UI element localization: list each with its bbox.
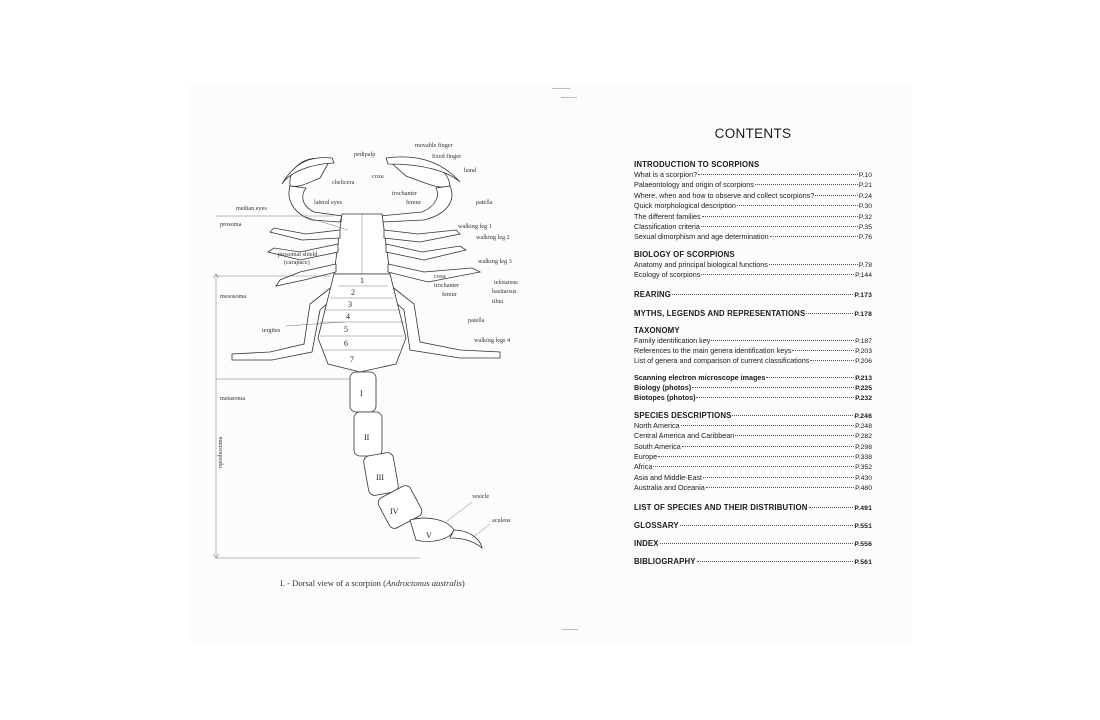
toc-section [634, 373, 872, 404]
label-walking-leg-3: walking leg 3 [478, 258, 512, 265]
label-tibia: tibia [492, 298, 503, 305]
toc-entry: North America P.248 [634, 420, 872, 430]
label-patella: patella [468, 317, 485, 324]
telson-vesicle [410, 518, 454, 541]
toc-entry: Family identification key P.187 [634, 335, 872, 345]
toc-section [634, 308, 872, 319]
label-carapace: (carapace) [284, 259, 310, 266]
label-mesosoma: mesosoma [220, 293, 247, 300]
top-crop-mark [552, 88, 570, 89]
label-lateral-eyes: lateral eyes [314, 199, 342, 206]
toc-entry: Quick morphological description P.30 [634, 201, 872, 211]
toc-heading: BIBLIOGRAPHY P.561 [634, 556, 872, 566]
toc-section [634, 538, 872, 549]
label-prosomal-shield: prosomal shield [278, 251, 318, 258]
label-tergites: tergites [262, 327, 281, 334]
toc-section [634, 289, 872, 300]
toc-entry: Anatomy and principal biological functions P.78 [634, 259, 872, 269]
label-trochanter: trochanter [434, 282, 460, 289]
toc-section [634, 502, 872, 513]
tergite-number: 1 [360, 276, 364, 285]
label-trochanter-top: trochanter [392, 190, 418, 197]
figure-caption: I. - Dorsal view of a scorpion (Androctonus australis) [280, 578, 465, 588]
top-crop-mark-2 [561, 97, 577, 98]
label-femur-top: femur [406, 199, 421, 206]
tergite-number: 4 [346, 312, 350, 321]
metasoma-number: V [426, 531, 432, 540]
toc-entry: Asia and Middle-East P.430 [634, 472, 872, 482]
toc-section [634, 410, 872, 494]
label-hand: hand [464, 167, 477, 174]
toc-entry: Where, when and how to observe and collect scorpions? P.24 [634, 190, 872, 200]
right-walking-leg-2 [386, 244, 466, 260]
label-vesicle: vesicle [472, 493, 490, 500]
label-walking-leg-1: walking leg 1 [458, 223, 492, 230]
label-coxa: coxa [434, 273, 446, 280]
tergite-number: 3 [348, 300, 352, 309]
toc-entry: Scanning electron microscope images P.213 [634, 372, 872, 382]
label-opisthosoma: opisthosoma [217, 436, 224, 468]
metasoma-segment-1 [350, 372, 376, 412]
tergite-number: 6 [344, 339, 348, 348]
left-walking-leg-3 [276, 264, 336, 286]
telson-aculeus [450, 530, 482, 548]
label-pedipalp: pedipalp [354, 151, 376, 158]
label-walking-leg-2: walking leg 2 [476, 234, 510, 241]
toc-heading: REARING P.173 [634, 289, 872, 299]
label-walking-legs-4: walking legs 4 [474, 337, 511, 344]
toc-entry: Sexual dimorphism and age determination P.76 [634, 232, 872, 242]
label-basitarsus: basitarsus [492, 288, 517, 295]
toc-heading: TAXONOMY [634, 325, 680, 335]
metasoma-number: II [364, 433, 370, 442]
toc-entry: Ecology of scorpions P.144 [634, 270, 872, 280]
label-coxa-top: coxa [372, 173, 384, 180]
tergite-number: 7 [350, 355, 354, 364]
label-metasoma: metasoma [220, 395, 246, 402]
label-femur: femur [442, 291, 457, 298]
toc-section [634, 520, 872, 531]
toc-entry: Palaeontology and origin of scorpions P.21 [634, 180, 872, 190]
toc-section [634, 249, 872, 281]
left-walking-leg-1 [270, 228, 340, 240]
toc-entry: The different families P.32 [634, 211, 872, 221]
toc-heading: SPECIES DESCRIPTIONS P.246 [634, 410, 872, 420]
table-of-contents [634, 159, 872, 567]
toc-heading: BIOLOGY OF SCORPIONS [634, 249, 735, 259]
toc-entry: Biology (photos) P.225 [634, 383, 872, 393]
metasoma-number: IV [390, 507, 399, 516]
bottom-crop-mark [562, 629, 578, 630]
toc-entry: References to the main genera identification keys P.203 [634, 345, 872, 355]
label-chelicera: chelicera [332, 179, 355, 186]
label-fixed-finger: fixed finger [432, 153, 462, 160]
toc-entry: Africa P.352 [634, 462, 872, 472]
toc-entry: Classification criteria P.35 [634, 221, 872, 231]
toc-section [634, 556, 872, 567]
label-patella-top: patella [476, 199, 493, 206]
label-aculeus: aculeus [492, 517, 511, 524]
scorpion-dorsal-diagram [210, 138, 540, 578]
toc-entry: What is a scorpion? P.10 [634, 170, 872, 179]
toc-entry: Europe P.338 [634, 452, 872, 462]
label-prosoma: prosoma [220, 221, 242, 228]
metasoma-number: I [360, 389, 363, 398]
toc-entry: Australia and Oceania P.480 [634, 483, 872, 493]
toc-heading: MYTHS, LEGENDS AND REPRESENTATIONS P.178 [634, 308, 872, 318]
toc-section [634, 325, 872, 367]
label-median-eyes: median eyes [236, 205, 267, 212]
caption-species: Androctonus australis [385, 578, 462, 588]
toc-entry: Central America and Caribbean P.282 [634, 431, 872, 441]
toc-section [634, 159, 872, 243]
label-telotarsus: telotarsus [494, 279, 518, 286]
toc-heading: GLOSSARY P.551 [634, 520, 872, 530]
toc-heading: INDEX P.556 [634, 538, 872, 548]
toc-entry: South America P.298 [634, 441, 872, 451]
label-movable-finger: movable finger [415, 142, 453, 149]
contents-title: CONTENTS [714, 126, 792, 141]
toc-entry: List of genera and comparison of current classifications P.206 [634, 356, 872, 366]
right-walking-leg-1 [384, 230, 460, 242]
toc-heading: INTRODUCTION TO SCORPIONS [634, 160, 760, 169]
tergite-number: 2 [351, 288, 355, 297]
toc-entry: Biotopes (photos) P.232 [634, 393, 872, 403]
tergite-number: 5 [344, 325, 348, 334]
metasoma-number: III [376, 473, 384, 482]
toc-heading: LIST OF SPECIES AND THEIR DISTRIBUTION P.491 [634, 502, 872, 512]
